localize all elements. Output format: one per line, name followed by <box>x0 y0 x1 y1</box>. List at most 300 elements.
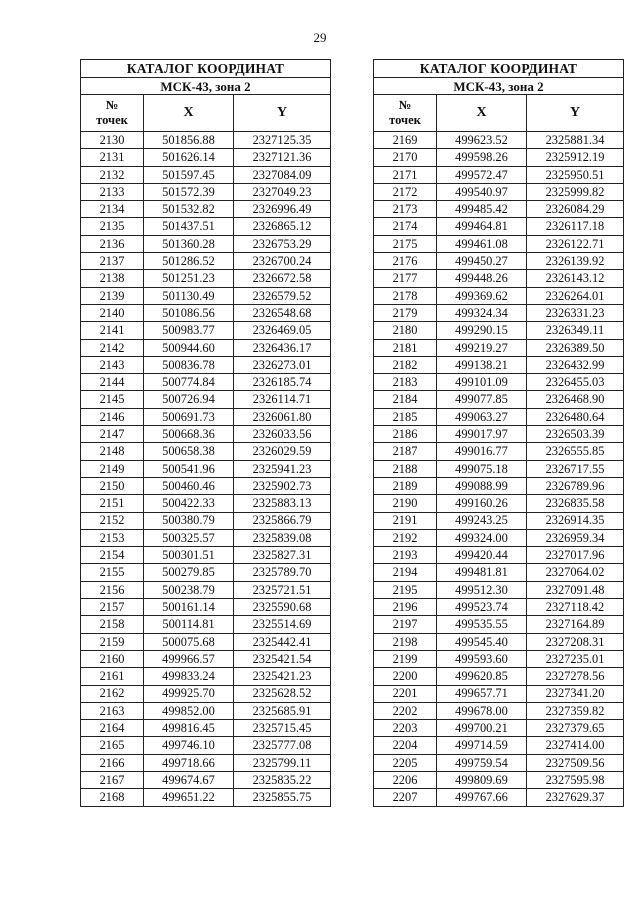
point-number-cell: 2186 <box>374 426 437 443</box>
point-number-cell: 2142 <box>81 339 144 356</box>
catalog-subtitle: МСК-43, зона 2 <box>374 78 624 95</box>
point-number-cell: 2147 <box>81 426 144 443</box>
table-row <box>81 374 331 391</box>
coordinate-catalog-left <box>80 59 331 807</box>
x-coordinate-cell: 501130.49 <box>144 287 234 304</box>
x-coordinate-cell: 501286.52 <box>144 253 234 270</box>
y-coordinate-cell: 2326331.23 <box>527 304 624 321</box>
point-number-cell: 2191 <box>374 512 437 529</box>
y-coordinate-cell: 2325799.11 <box>234 754 331 771</box>
table-row <box>374 477 624 494</box>
y-coordinate-cell: 2325590.68 <box>234 599 331 616</box>
table-row <box>81 356 331 373</box>
point-number-cell: 2174 <box>374 218 437 235</box>
y-coordinate-cell: 2327629.37 <box>527 789 624 806</box>
x-coordinate-cell: 500380.79 <box>144 512 234 529</box>
x-coordinate-cell: 499833.24 <box>144 668 234 685</box>
point-number-symbol: № <box>398 98 412 112</box>
table-row <box>81 235 331 252</box>
y-coordinate-cell: 2325902.73 <box>234 477 331 494</box>
point-number-cell: 2163 <box>81 702 144 719</box>
y-coordinate-cell: 2326349.11 <box>527 322 624 339</box>
y-coordinate-cell: 2325514.69 <box>234 616 331 633</box>
x-coordinate-cell: 501360.28 <box>144 235 234 252</box>
y-coordinate-cell: 2325941.23 <box>234 460 331 477</box>
x-coordinate-cell: 499324.34 <box>437 304 527 321</box>
x-coordinate-cell: 499461.08 <box>437 235 527 252</box>
y-coordinate-cell: 2326117.18 <box>527 218 624 235</box>
y-coordinate-cell: 2325827.31 <box>234 547 331 564</box>
point-number-cell: 2199 <box>374 650 437 667</box>
y-coordinate-cell: 2325950.51 <box>527 166 624 183</box>
x-coordinate-cell: 500460.46 <box>144 477 234 494</box>
x-coordinate-cell: 499598.26 <box>437 149 527 166</box>
point-number-cell: 2143 <box>81 356 144 373</box>
point-number-cell: 2133 <box>81 183 144 200</box>
table-row <box>374 374 624 391</box>
point-number-cell: 2183 <box>374 374 437 391</box>
point-number-cell: 2188 <box>374 460 437 477</box>
table-row <box>81 771 331 788</box>
table-row <box>374 789 624 806</box>
x-coordinate-cell: 499448.26 <box>437 270 527 287</box>
catalog-body <box>374 132 624 807</box>
point-number-cell: 2164 <box>81 720 144 737</box>
x-coordinate-cell: 500668.36 <box>144 426 234 443</box>
y-coordinate-cell: 2326436.17 <box>234 339 331 356</box>
y-coordinate-cell: 2327049.23 <box>234 183 331 200</box>
point-number-cell: 2158 <box>81 616 144 633</box>
x-coordinate-cell: 500075.68 <box>144 633 234 650</box>
x-coordinate-cell: 499063.27 <box>437 408 527 425</box>
y-coordinate-cell: 2325685.91 <box>234 702 331 719</box>
point-number-cell: 2179 <box>374 304 437 321</box>
point-number-cell: 2205 <box>374 754 437 771</box>
y-coordinate-cell: 2326835.58 <box>527 495 624 512</box>
y-coordinate-cell: 2326789.96 <box>527 477 624 494</box>
y-coordinate-cell: 2325835.22 <box>234 771 331 788</box>
point-number-cell: 2184 <box>374 391 437 408</box>
table-row <box>81 789 331 806</box>
y-coordinate-cell: 2326455.03 <box>527 374 624 391</box>
y-coordinate-cell: 2326122.71 <box>527 235 624 252</box>
x-coordinate-cell: 500836.78 <box>144 356 234 373</box>
point-number-cell: 2140 <box>81 304 144 321</box>
x-coordinate-cell: 500541.96 <box>144 460 234 477</box>
table-row <box>374 512 624 529</box>
y-coordinate-cell: 2327091.48 <box>527 581 624 598</box>
point-number-cell: 2198 <box>374 633 437 650</box>
coordinate-catalog-right <box>373 59 624 807</box>
point-number-cell: 2145 <box>81 391 144 408</box>
y-coordinate-cell: 2325421.54 <box>234 650 331 667</box>
table-row <box>374 754 624 771</box>
y-coordinate-cell: 2327414.00 <box>527 737 624 754</box>
table-row <box>374 529 624 546</box>
point-number-cell: 2192 <box>374 529 437 546</box>
x-coordinate-cell: 500279.85 <box>144 564 234 581</box>
x-coordinate-cell: 499075.18 <box>437 460 527 477</box>
point-number-cell: 2181 <box>374 339 437 356</box>
table-row <box>81 443 331 460</box>
x-coordinate-cell: 499759.54 <box>437 754 527 771</box>
point-number-cell: 2135 <box>81 218 144 235</box>
x-coordinate-cell: 501086.56 <box>144 304 234 321</box>
x-coordinate-cell: 500944.60 <box>144 339 234 356</box>
x-coordinate-cell: 499016.77 <box>437 443 527 460</box>
table-row <box>374 720 624 737</box>
x-coordinate-cell: 499138.21 <box>437 356 527 373</box>
point-number-cell: 2201 <box>374 685 437 702</box>
table-row <box>374 771 624 788</box>
x-coordinate-cell: 501532.82 <box>144 201 234 218</box>
table-row <box>374 443 624 460</box>
column-header-point-number <box>374 95 437 132</box>
catalog-title: КАТАЛОГ КООРДИНАТ <box>81 60 331 78</box>
point-number-cell: 2159 <box>81 633 144 650</box>
column-header-y: Y <box>527 95 624 132</box>
point-number-cell: 2151 <box>81 495 144 512</box>
table-row <box>81 685 331 702</box>
x-coordinate-cell: 499718.66 <box>144 754 234 771</box>
x-coordinate-cell: 500161.14 <box>144 599 234 616</box>
point-number-cell: 2160 <box>81 650 144 667</box>
x-coordinate-cell: 499852.00 <box>144 702 234 719</box>
y-coordinate-cell: 2326033.56 <box>234 426 331 443</box>
point-number-cell: 2180 <box>374 322 437 339</box>
x-coordinate-cell: 499572.47 <box>437 166 527 183</box>
point-number-cell: 2189 <box>374 477 437 494</box>
y-coordinate-cell: 2327164.89 <box>527 616 624 633</box>
point-number-cell: 2168 <box>81 789 144 806</box>
table-row <box>81 564 331 581</box>
point-number-cell: 2150 <box>81 477 144 494</box>
point-number-cell: 2153 <box>81 529 144 546</box>
table-row <box>374 149 624 166</box>
y-coordinate-cell: 2325442.41 <box>234 633 331 650</box>
y-coordinate-cell: 2326700.24 <box>234 253 331 270</box>
point-number-cell: 2175 <box>374 235 437 252</box>
y-coordinate-cell: 2326717.55 <box>527 460 624 477</box>
point-number-cell: 2134 <box>81 201 144 218</box>
x-coordinate-cell: 500114.81 <box>144 616 234 633</box>
point-number-cell: 2162 <box>81 685 144 702</box>
y-coordinate-cell: 2325421.23 <box>234 668 331 685</box>
table-row <box>374 218 624 235</box>
x-coordinate-cell: 499545.40 <box>437 633 527 650</box>
x-coordinate-cell: 501626.14 <box>144 149 234 166</box>
table-row <box>374 339 624 356</box>
table-row <box>81 754 331 771</box>
x-coordinate-cell: 501251.23 <box>144 270 234 287</box>
table-row <box>374 564 624 581</box>
y-coordinate-cell: 2325721.51 <box>234 581 331 598</box>
y-coordinate-cell: 2327379.65 <box>527 720 624 737</box>
y-coordinate-cell: 2326753.29 <box>234 235 331 252</box>
point-number-symbol: № <box>105 98 119 112</box>
x-coordinate-cell: 500238.79 <box>144 581 234 598</box>
point-number-cell: 2177 <box>374 270 437 287</box>
y-coordinate-cell: 2327278.56 <box>527 668 624 685</box>
point-number-cell: 2169 <box>374 132 437 149</box>
point-number-cell: 2156 <box>81 581 144 598</box>
x-coordinate-cell: 499714.59 <box>437 737 527 754</box>
y-coordinate-cell: 2327017.96 <box>527 547 624 564</box>
y-coordinate-cell: 2326273.01 <box>234 356 331 373</box>
y-coordinate-cell: 2326865.12 <box>234 218 331 235</box>
table-row <box>374 616 624 633</box>
point-number-cell: 2166 <box>81 754 144 771</box>
x-coordinate-cell: 499593.60 <box>437 650 527 667</box>
y-coordinate-cell: 2325839.08 <box>234 529 331 546</box>
x-coordinate-cell: 499420.44 <box>437 547 527 564</box>
table-row <box>374 460 624 477</box>
point-number-cell: 2207 <box>374 789 437 806</box>
table-row <box>81 270 331 287</box>
x-coordinate-cell: 499746.10 <box>144 737 234 754</box>
table-row <box>81 426 331 443</box>
y-coordinate-cell: 2326480.64 <box>527 408 624 425</box>
table-row <box>374 166 624 183</box>
point-number-cell: 2152 <box>81 512 144 529</box>
point-number-cell: 2173 <box>374 201 437 218</box>
table-row <box>81 702 331 719</box>
y-coordinate-cell: 2326579.52 <box>234 287 331 304</box>
table-row <box>81 149 331 166</box>
y-coordinate-cell: 2326914.35 <box>527 512 624 529</box>
x-coordinate-cell: 499485.42 <box>437 201 527 218</box>
table-row <box>81 599 331 616</box>
x-coordinate-cell: 499523.74 <box>437 599 527 616</box>
point-number-cell: 2155 <box>81 564 144 581</box>
table-row <box>81 166 331 183</box>
y-coordinate-cell: 2326996.49 <box>234 201 331 218</box>
point-number-cell: 2197 <box>374 616 437 633</box>
point-number-cell: 2167 <box>81 771 144 788</box>
point-number-cell: 2178 <box>374 287 437 304</box>
y-coordinate-cell: 2326114.71 <box>234 391 331 408</box>
y-coordinate-cell: 2326139.92 <box>527 253 624 270</box>
table-row <box>81 668 331 685</box>
table-row <box>81 339 331 356</box>
table-row <box>81 512 331 529</box>
table-row <box>374 547 624 564</box>
point-number-cell: 2190 <box>374 495 437 512</box>
x-coordinate-cell: 499464.81 <box>437 218 527 235</box>
point-number-cell: 2149 <box>81 460 144 477</box>
y-coordinate-cell: 2327235.01 <box>527 650 624 667</box>
table-row <box>374 304 624 321</box>
table-row <box>81 633 331 650</box>
table-row <box>374 132 624 149</box>
point-number-cell: 2195 <box>374 581 437 598</box>
table-row <box>81 201 331 218</box>
x-coordinate-cell: 499077.85 <box>437 391 527 408</box>
x-coordinate-cell: 501572.39 <box>144 183 234 200</box>
table-row <box>81 529 331 546</box>
x-coordinate-cell: 500422.33 <box>144 495 234 512</box>
point-number-cell: 2131 <box>81 149 144 166</box>
point-number-cell: 2200 <box>374 668 437 685</box>
table-row <box>81 581 331 598</box>
point-number-cell: 2203 <box>374 720 437 737</box>
x-coordinate-cell: 499925.70 <box>144 685 234 702</box>
table-row <box>81 650 331 667</box>
table-row <box>81 253 331 270</box>
y-coordinate-cell: 2325628.52 <box>234 685 331 702</box>
column-header-x: X <box>144 95 234 132</box>
point-number-cell: 2148 <box>81 443 144 460</box>
y-coordinate-cell: 2327208.31 <box>527 633 624 650</box>
table-row <box>81 408 331 425</box>
table-row <box>81 460 331 477</box>
point-number-label: точек <box>389 113 421 127</box>
table-row <box>374 183 624 200</box>
table-row <box>374 495 624 512</box>
table-row <box>374 356 624 373</box>
catalog-subtitle: МСК-43, зона 2 <box>81 78 331 95</box>
point-number-cell: 2196 <box>374 599 437 616</box>
table-row <box>374 235 624 252</box>
x-coordinate-cell: 500325.57 <box>144 529 234 546</box>
page-number: 29 <box>313 30 327 45</box>
x-coordinate-cell: 499623.52 <box>437 132 527 149</box>
y-coordinate-cell: 2325912.19 <box>527 149 624 166</box>
point-number-cell: 2171 <box>374 166 437 183</box>
y-coordinate-cell: 2327341.20 <box>527 685 624 702</box>
point-number-cell: 2165 <box>81 737 144 754</box>
table-row <box>81 477 331 494</box>
point-number-cell: 2146 <box>81 408 144 425</box>
point-number-cell: 2170 <box>374 149 437 166</box>
x-coordinate-cell: 500774.84 <box>144 374 234 391</box>
y-coordinate-cell: 2326061.80 <box>234 408 331 425</box>
y-coordinate-cell: 2327125.35 <box>234 132 331 149</box>
x-coordinate-cell: 501856.88 <box>144 132 234 149</box>
y-coordinate-cell: 2327064.02 <box>527 564 624 581</box>
y-coordinate-cell: 2326555.85 <box>527 443 624 460</box>
y-coordinate-cell: 2327509.56 <box>527 754 624 771</box>
point-number-cell: 2193 <box>374 547 437 564</box>
table-row <box>374 633 624 650</box>
x-coordinate-cell: 499160.26 <box>437 495 527 512</box>
x-coordinate-cell: 500301.51 <box>144 547 234 564</box>
table-row <box>374 201 624 218</box>
column-header-point-number <box>81 95 144 132</box>
y-coordinate-cell: 2327118.42 <box>527 599 624 616</box>
y-coordinate-cell: 2325715.45 <box>234 720 331 737</box>
y-coordinate-cell: 2326185.74 <box>234 374 331 391</box>
table-row <box>81 737 331 754</box>
x-coordinate-cell: 499324.00 <box>437 529 527 546</box>
point-number-cell: 2182 <box>374 356 437 373</box>
table-row <box>374 408 624 425</box>
y-coordinate-cell: 2325777.08 <box>234 737 331 754</box>
point-number-cell: 2144 <box>81 374 144 391</box>
table-row <box>374 599 624 616</box>
y-coordinate-cell: 2326469.05 <box>234 322 331 339</box>
y-coordinate-cell: 2326264.01 <box>527 287 624 304</box>
point-number-cell: 2202 <box>374 702 437 719</box>
x-coordinate-cell: 500726.94 <box>144 391 234 408</box>
point-number-cell: 2139 <box>81 287 144 304</box>
table-row <box>374 685 624 702</box>
x-coordinate-cell: 499017.97 <box>437 426 527 443</box>
y-coordinate-cell: 2326029.59 <box>234 443 331 460</box>
y-coordinate-cell: 2326468.90 <box>527 391 624 408</box>
point-number-cell: 2157 <box>81 599 144 616</box>
x-coordinate-cell: 499540.97 <box>437 183 527 200</box>
column-header-x: X <box>437 95 527 132</box>
column-header-y: Y <box>234 95 331 132</box>
y-coordinate-cell: 2325789.70 <box>234 564 331 581</box>
point-number-cell: 2176 <box>374 253 437 270</box>
x-coordinate-cell: 499809.69 <box>437 771 527 788</box>
x-coordinate-cell: 499535.55 <box>437 616 527 633</box>
point-number-cell: 2141 <box>81 322 144 339</box>
x-coordinate-cell: 499512.30 <box>437 581 527 598</box>
y-coordinate-cell: 2326672.58 <box>234 270 331 287</box>
table-row <box>374 650 624 667</box>
y-coordinate-cell: 2326389.50 <box>527 339 624 356</box>
x-coordinate-cell: 500691.73 <box>144 408 234 425</box>
point-number-cell: 2194 <box>374 564 437 581</box>
y-coordinate-cell: 2327084.09 <box>234 166 331 183</box>
table-row <box>374 426 624 443</box>
point-number-cell: 2137 <box>81 253 144 270</box>
table-row <box>81 616 331 633</box>
y-coordinate-cell: 2326143.12 <box>527 270 624 287</box>
point-number-cell: 2130 <box>81 132 144 149</box>
table-row <box>81 720 331 737</box>
table-row <box>374 391 624 408</box>
table-row <box>81 183 331 200</box>
point-number-cell: 2187 <box>374 443 437 460</box>
y-coordinate-cell: 2327359.82 <box>527 702 624 719</box>
table-row <box>374 287 624 304</box>
table-row <box>81 391 331 408</box>
y-coordinate-cell: 2326548.68 <box>234 304 331 321</box>
y-coordinate-cell: 2325855.75 <box>234 789 331 806</box>
x-coordinate-cell: 499678.00 <box>437 702 527 719</box>
point-number-cell: 2132 <box>81 166 144 183</box>
table-row <box>374 322 624 339</box>
y-coordinate-cell: 2325866.79 <box>234 512 331 529</box>
table-row <box>81 287 331 304</box>
x-coordinate-cell: 499450.27 <box>437 253 527 270</box>
y-coordinate-cell: 2325881.34 <box>527 132 624 149</box>
x-coordinate-cell: 499219.27 <box>437 339 527 356</box>
table-row <box>374 581 624 598</box>
catalog-title: КАТАЛОГ КООРДИНАТ <box>374 60 624 78</box>
catalog-body <box>81 132 331 807</box>
table-row <box>374 253 624 270</box>
table-row <box>374 702 624 719</box>
table-row <box>81 495 331 512</box>
table-row <box>81 547 331 564</box>
x-coordinate-cell: 499657.71 <box>437 685 527 702</box>
point-number-cell: 2136 <box>81 235 144 252</box>
table-row <box>81 304 331 321</box>
point-number-label: точек <box>96 113 128 127</box>
x-coordinate-cell: 499481.81 <box>437 564 527 581</box>
x-coordinate-cell: 499243.25 <box>437 512 527 529</box>
x-coordinate-cell: 499088.99 <box>437 477 527 494</box>
x-coordinate-cell: 499674.67 <box>144 771 234 788</box>
y-coordinate-cell: 2326432.99 <box>527 356 624 373</box>
point-number-cell: 2154 <box>81 547 144 564</box>
y-coordinate-cell: 2327595.98 <box>527 771 624 788</box>
